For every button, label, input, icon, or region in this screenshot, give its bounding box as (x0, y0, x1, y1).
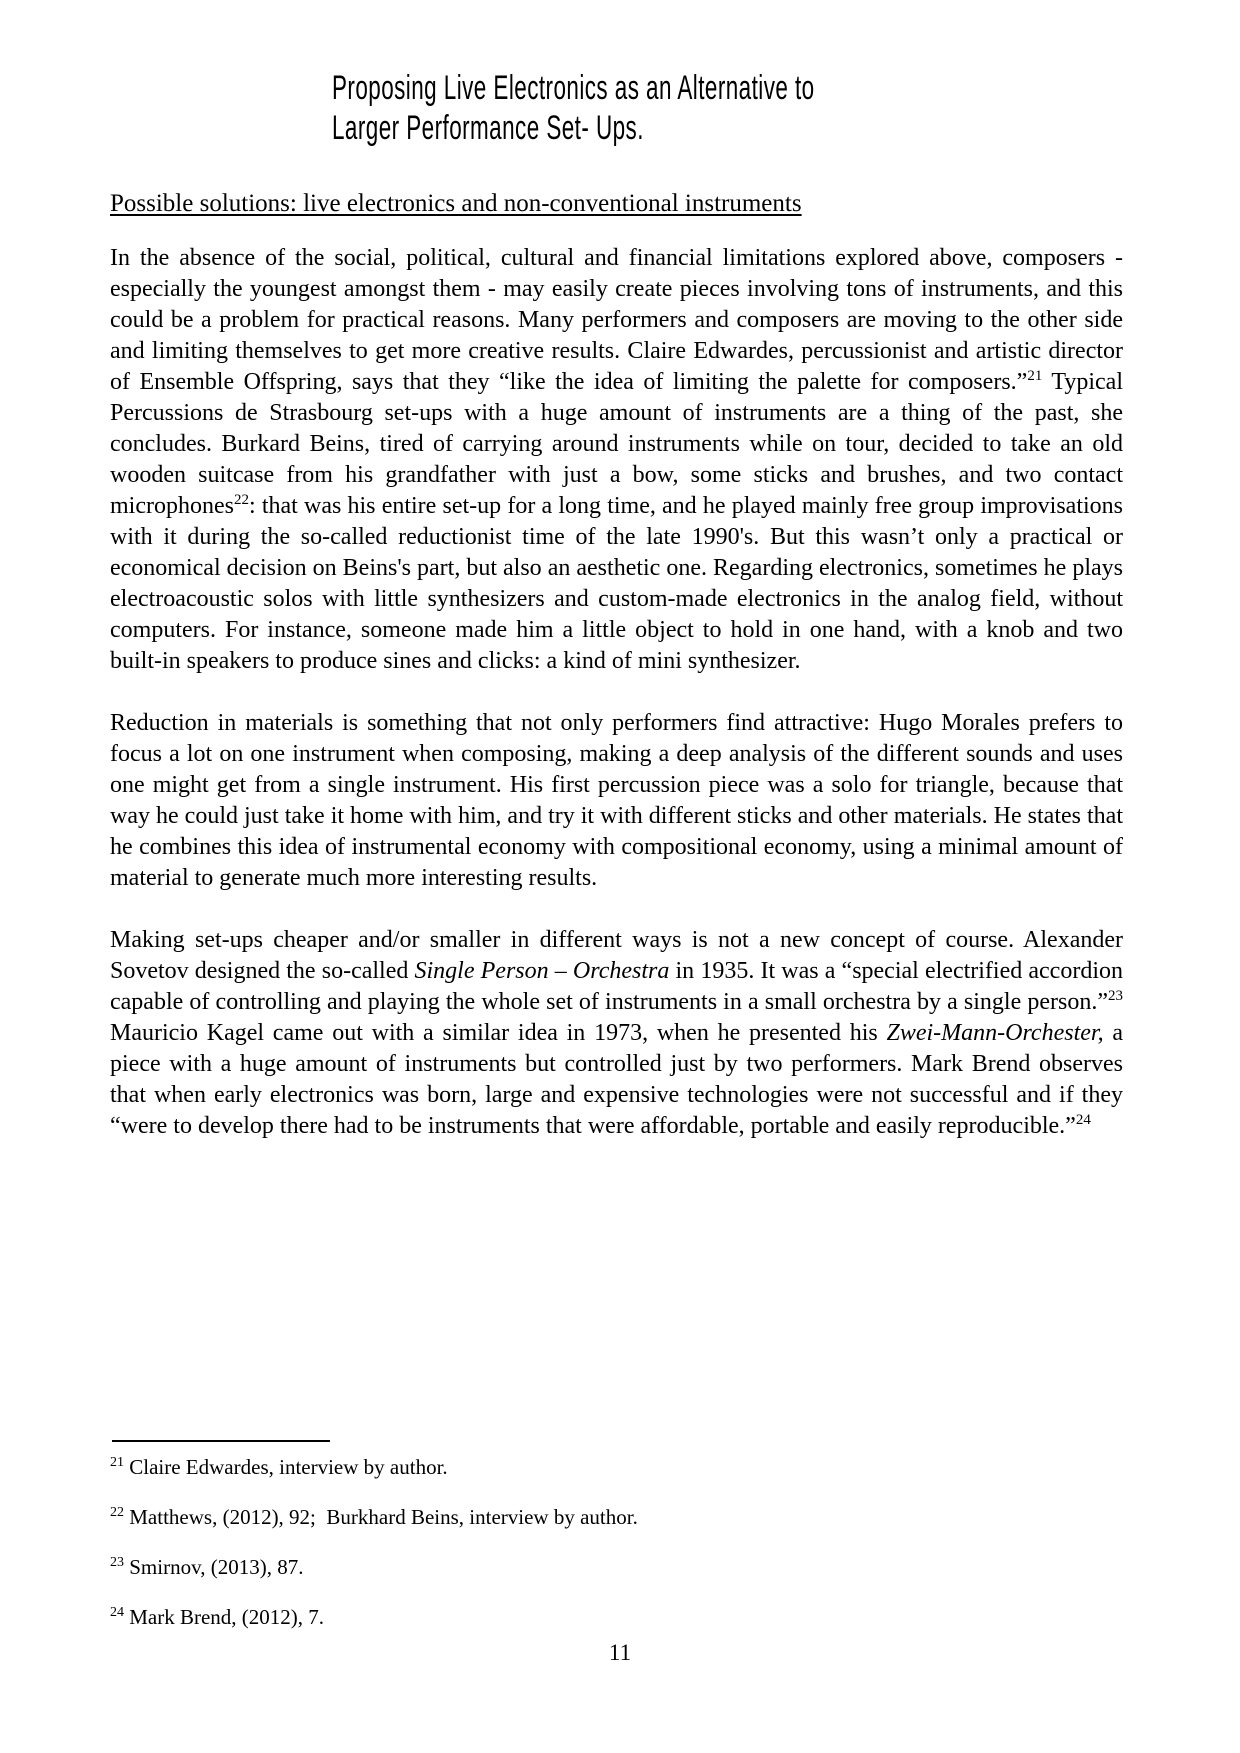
footnote-23 (110, 1552, 1123, 1583)
document-title-line-2: Larger Performance Set- Ups. (332, 109, 644, 147)
section-heading: Possible solutions: live electronics and non-conventional instruments (110, 190, 802, 217)
footnote-text: Mark Brend, (2012), 7. (129, 1605, 325, 1629)
footnotes (110, 1452, 1123, 1652)
page-number: 11 (608, 1640, 632, 1665)
footnote-number: 22 (110, 1505, 124, 1520)
document-title (332, 68, 815, 148)
footnote-number: 24 (110, 1605, 124, 1620)
footnote-number: 23 (110, 1555, 124, 1570)
footnote-number: 21 (110, 1455, 124, 1470)
body-text (110, 243, 1123, 1173)
footnote-21 (110, 1452, 1123, 1483)
paragraph-2: Reduction in materials is something that not only performers find attractive: Hugo Morales prefers to focus a lot on one instrument when composing, making a deep analysis of the different sounds and uses one might get from a single instrument. His first percussion piece was a solo for triangle, because that way he could just take it home with him, and try it with different sticks and other materials. He states that he combines this idea of instrumental economy with compositional economy, using a minimal amount of material to generate much more interesting results. (110, 710, 1123, 891)
footnote-text: Claire Edwardes, interview by author. (129, 1455, 448, 1479)
footnote-24 (110, 1602, 1123, 1633)
footnote-separator-line (112, 1440, 330, 1442)
paragraph-1: In the absence of the social, political, cultural and financial limitations explored above, composers - especially the youngest amongst them - may easily create pieces involving tons of instruments, and this could be a problem for practical reasons. Many performers and composers are moving to the other side and limiting themselves to get more creative results. Claire Edwardes, percussionist and artistic director of Ensemble Offspring, says that they “like the idea of limiting the palette for composers.”$^{21}$ Typical Percussions de Strasbourg set-ups with a huge amount of instruments are a thing of the past, she concludes. Burkard Beins, tired of carrying around instruments while on tour, decided to take an old wooden suitcase from his grandfather with just a bow, some sticks and brushes, and two contact microphones$^{22}$: that was his entire set-up for a long time, and he played mainly free group improvisations with it during the so-called reductionist time of the late 1990's. But this wasn’t only a practical or economical decision on Beins's part, but also an aesthetic one. Regarding electronics, sometimes he plays electroacoustic solos with little synthesizers and custom-made electronics in the analog field, without computers. For instance, someone made him a little object to hold in one hand, with a knob and two built-in speakers to produce sines and clicks: a kind of mini synthesizer. (110, 245, 1123, 674)
document-title-line-1: Proposing Live Electronics as an Alternative to (332, 69, 815, 107)
footnote-text: Smirnov, (2013), 87. (129, 1555, 304, 1579)
paragraph-3: Making set-ups cheaper and/or smaller in different ways is not a new concept of course. Alexander Sovetov designed the so-called Single Person – Orchestra in 1935. It was a “special electrified accordion capable of controlling and playing the whole set of instruments in a small orchestra by a single person.”$^{23}$ Mauricio Kagel came out with a similar idea in 1973, when he presented his Zwei-Mann-Orchester, a piece with a huge amount of instruments but controlled just by two performers. Mark Brend observes that when early electronics was born, large and expensive technologies were not successful and if they “were to develop there had to be instruments that were affordable, portable and easily reproducible.”$^{24}$ (110, 927, 1123, 1139)
footnote-22 (110, 1502, 1123, 1533)
footnote-text: Matthews, (2012), 92; Burkhard Beins, interview by author. (129, 1505, 638, 1529)
